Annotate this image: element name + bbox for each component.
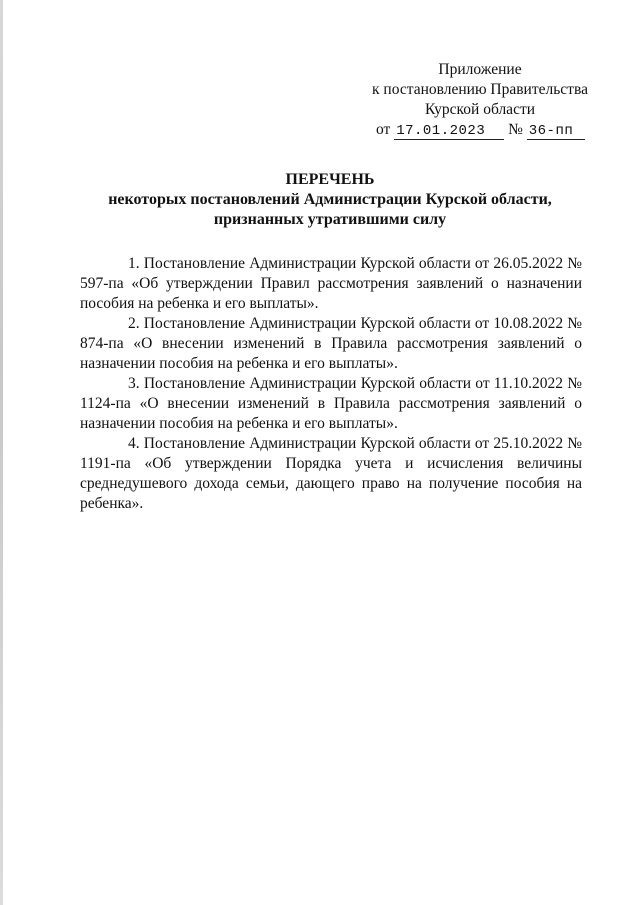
appendix-resolution-line: к постановлению Правительства: [372, 81, 588, 98]
resolution-date: 17.01.2023: [394, 124, 504, 140]
scan-edge: [0, 0, 3, 905]
resolution-number: 36-пп: [527, 124, 585, 140]
appendix-date-number-line: [360, 120, 600, 140]
number-label: №: [508, 121, 523, 138]
appendix-header: [360, 60, 600, 140]
list-item: 4. Постановление Администрации Курской области от 25.10.2022 № 1191-па «Об утверждении Порядка учета и исчисления величины среднедушевого дохода семьи, дающего право на получение пособия на ребенка».: [80, 435, 582, 512]
appendix-label: Приложение: [438, 61, 522, 78]
document-title: [80, 170, 580, 230]
list-item: 2. Постановление Администрации Курской области от 10.08.2022 № 874-па «О внесении изменений в Правила рассмотрения заявлений о назначении пособия на ребенка и его выплаты».: [80, 315, 582, 372]
from-label: от: [376, 121, 391, 138]
title-heading: ПЕРЕЧЕНЬ: [285, 171, 375, 188]
list-item: 3. Постановление Администрации Курской области от 11.10.2022 № 1124-па «О внесении изменений в Правила рассмотрения заявлений о назначении пособия на ребенка и его выплаты».: [80, 375, 582, 432]
title-subtitle-line1: некоторых постановлений Администрации Курской области,: [108, 191, 552, 208]
title-subtitle-line2: признанных утратившими силу: [213, 211, 447, 228]
appendix-region-line: Курской области: [424, 101, 536, 118]
resolutions-list: [80, 254, 582, 514]
list-item: 1. Постановление Администрации Курской области от 26.05.2022 № 597-па «Об утверждении Правил рассмотрения заявлений о назначении пособия на ребенка и его выплаты».: [80, 255, 582, 312]
